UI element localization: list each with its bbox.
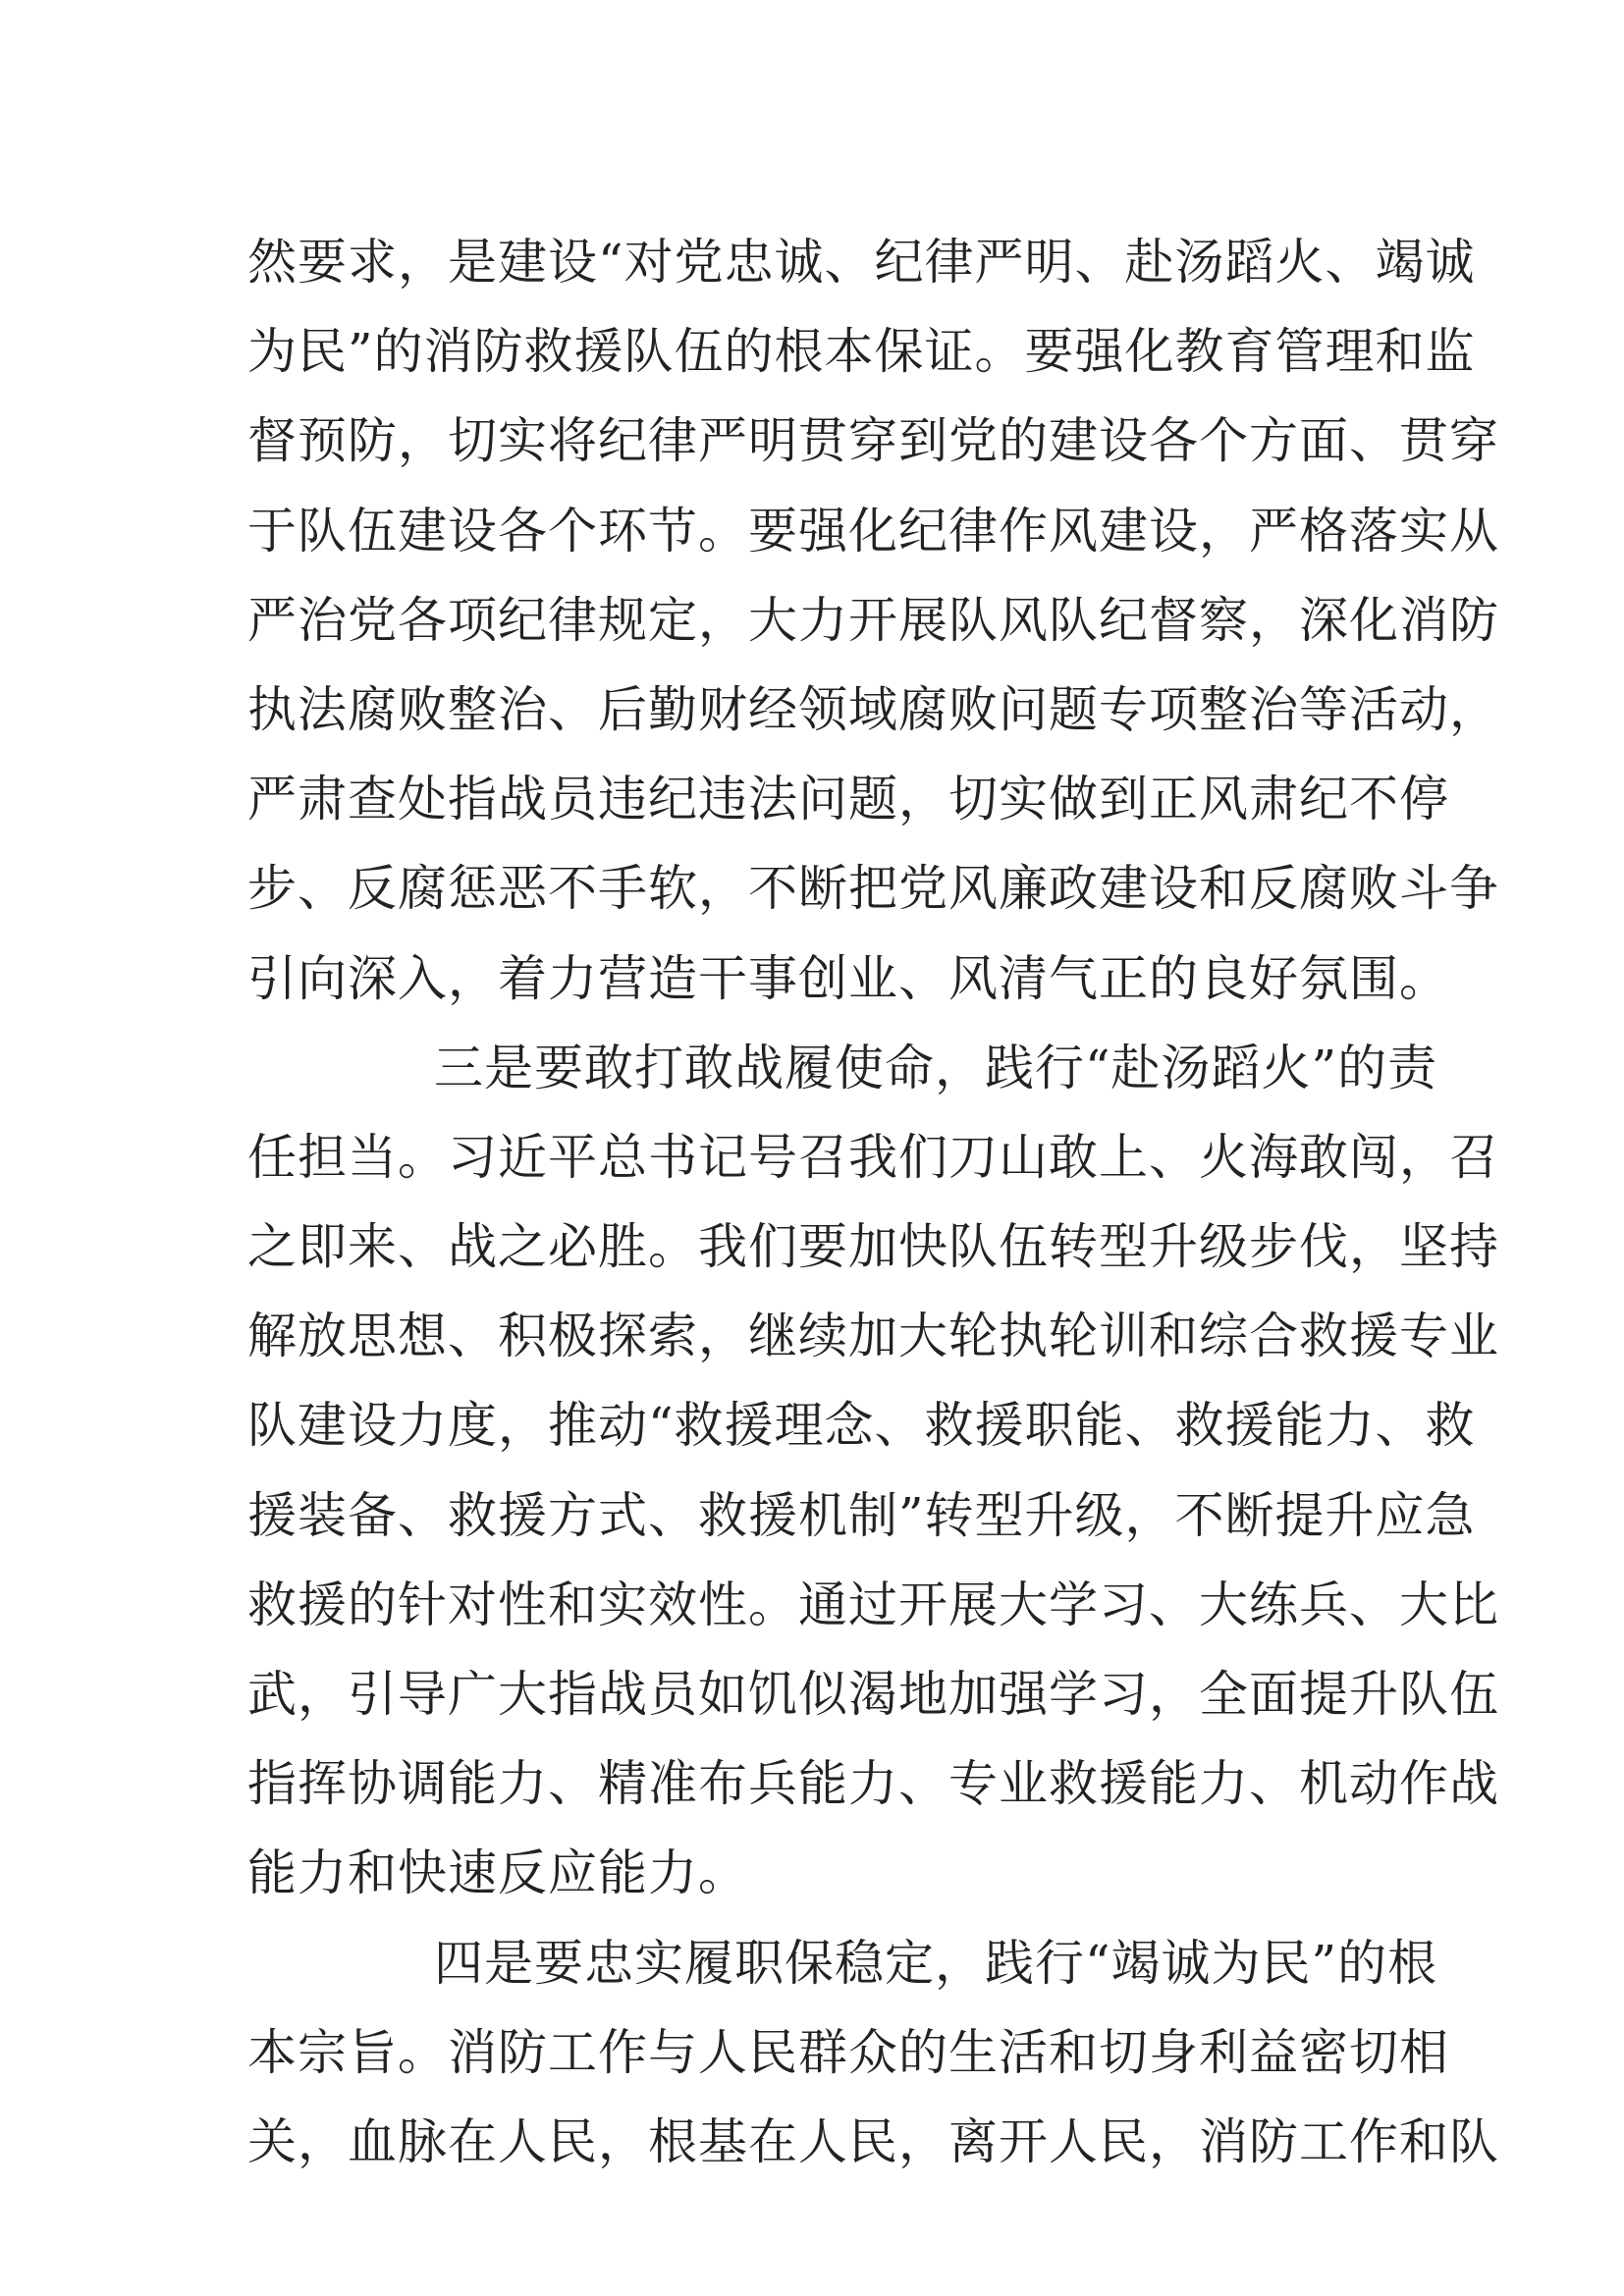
text-line: 援装备、救援方式、救援机制”转型升级，不断提升应急 (247, 1486, 1476, 1544)
text-line: 之即来、战之必胜。我们要加快队伍转型升级步伐，坚持 (247, 1218, 1499, 1276)
text-line: 于队伍建设各个环节。要强化纪律作风建设，严格落实从 (247, 502, 1499, 560)
text-line: 然要求，是建设“对党忠诚、纪律严明、赴汤蹈火、竭诚 (247, 234, 1476, 291)
text-line: 本宗旨。消防工作与人民群众的生活和切身利益密切相 (247, 2023, 1449, 2081)
text-line: 指挥协调能力、精准布兵能力、专业救援能力、机动作战 (247, 1755, 1499, 1813)
text-line: 步、反腐惩恶不手软，不断把党风廉政建设和反腐败斗争 (247, 860, 1499, 918)
text-line: 解放思想、积极探索，继续加大轮执轮训和综合救援专业 (247, 1308, 1499, 1365)
text-line: 执法腐败整治、后勤财经领域腐败问题专项整治等活动， (247, 680, 1499, 738)
text-line: 武，引导广大指战员如饥似渴地加强学习，全面提升队伍 (247, 1666, 1499, 1723)
paragraph-first-line: 三是要敢打敢战履使命，践行“赴汤蹈火”的责 (434, 1039, 1438, 1096)
text-line: 队建设力度，推动“救援理念、救援职能、救援能力、救 (247, 1397, 1476, 1455)
text-line: 严治党各项纪律规定，大力开展队风队纪督察，深化消防 (247, 591, 1499, 649)
text-line: 严肃查处指战员违纪违法问题，切实做到正风肃纪不停 (247, 771, 1449, 828)
document-page (247, 218, 1499, 2187)
text-line: 任担当。习近平总书记号召我们刀山敢上、火海敢闯，召 (247, 1128, 1499, 1186)
paragraph-first-line: 四是要忠实履职保稳定，践行“竭诚为民”的根 (434, 1934, 1438, 1992)
text-line: 关，血脉在人民，根基在人民，离开人民，消防工作和队 (247, 2112, 1499, 2170)
text-line: 救援的针对性和实效性。通过开展大学习、大练兵、大比 (247, 1575, 1499, 1633)
text-line: 能力和快速反应能力。 (247, 1844, 748, 1902)
text-line: 为民”的消防救援队伍的根本保证。要强化教育管理和监 (247, 323, 1476, 381)
text-line: 引向深入，着力营造干事创业、风清气正的良好氛围。 (247, 949, 1449, 1007)
text-line: 督预防，切实将纪律严明贯穿到党的建设各个方面、贯穿 (247, 412, 1499, 470)
